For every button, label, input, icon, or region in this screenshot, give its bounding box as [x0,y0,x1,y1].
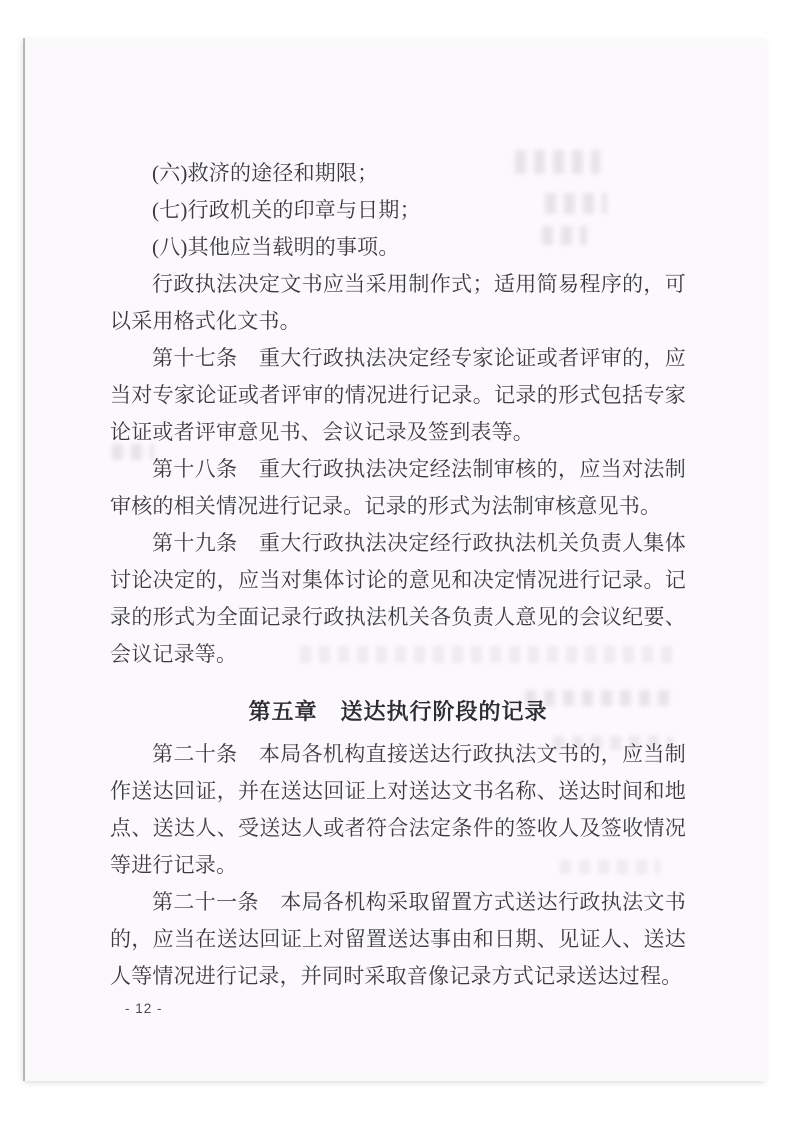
list-item-7: (七)行政机关的印章与日期； [152,198,421,222]
list-item-6: (六)救济的途径和期限； [152,161,379,185]
paragraph-document-format: 行政执法决定文书应当采用制作式；适用简易程序的，可以采用格式化文书。 [110,272,686,333]
paragraph-article-17: 第十七条 重大行政执法决定经专家论证或者评审的，应当对专家论证或者评审的情况进行记录。记录的形式包括专家论证或者评审意见书、会议记录及签到表等。 [110,346,686,444]
list-item-8: (八)其他应当载明的事项。 [152,235,400,259]
paragraph-article-20: 第二十条 本局各机构直接送达行政执法文书的，应当制作送达回证，并在送达回证上对送达文书名称、送达时间和地点、送达人、受送达人或者符合法定条件的签收人及签收情况等进行记录。 [110,742,686,877]
chapter-5-heading: 第五章 送达执行阶段的记录 [248,699,548,724]
document-page [25,38,766,1081]
document-body [110,155,686,995]
paragraph-article-19: 第十九条 重大行政执法决定经行政执法机关负责人集体讨论决定的，应当对集体讨论的意见和决定情况进行记录。记录的形式为全面记录行政执法机关各负责人意见的会议纪要、会议记录等。 [110,531,686,666]
paragraph-article-21: 第二十一条 本局各机构采取留置方式送达行政执法文书的，应当在送达回证上对留置送达事由和日期、见证人、送达人等情况进行记录，并同时采取音像记录方式记录送达过程。 [110,890,686,988]
page-number: - 12 - [125,1001,163,1016]
paragraph-article-18: 第十八条 重大行政执法决定经法制审核的，应当对法制审核的相关情况进行记录。记录的形式为法制审核意见书。 [110,457,686,518]
